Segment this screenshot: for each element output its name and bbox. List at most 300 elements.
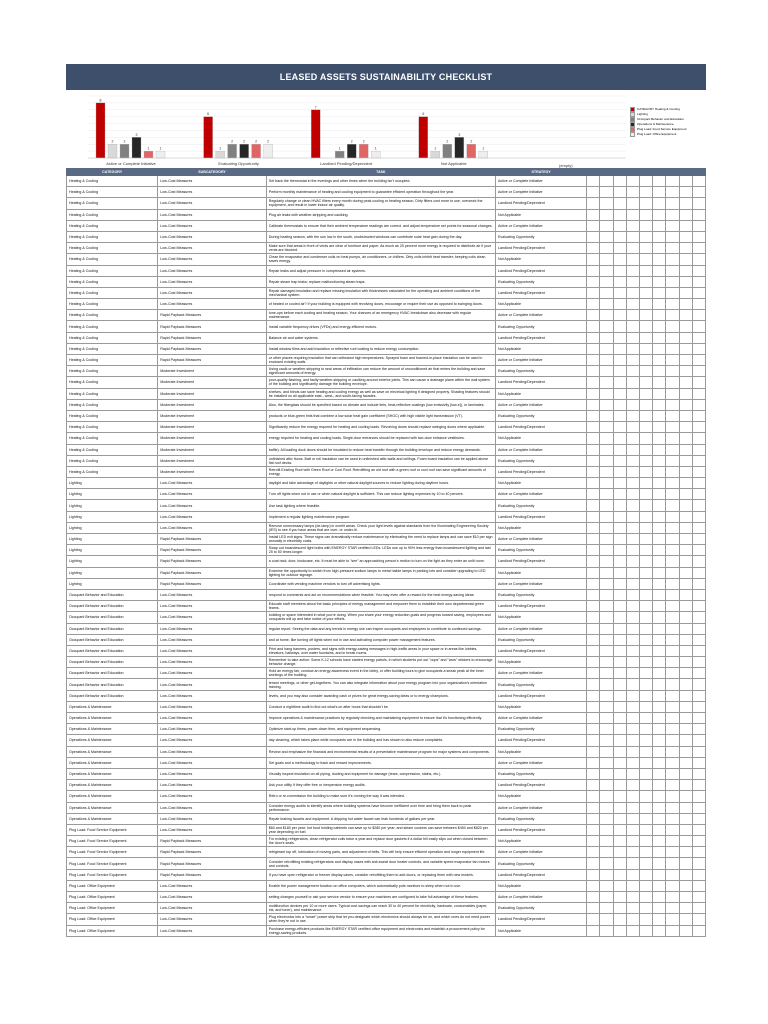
cell-task[interactable]: daylight and take advantage of daylights or other natural daylight sources to reduce lighting during daytime hours. — [266, 478, 495, 489]
cell-task[interactable]: Visually inspect insulation on all piping, ducting and equipment for damage (tears, compression, stains, etc.). — [266, 768, 495, 779]
empty-cell[interactable] — [679, 589, 692, 600]
empty-cell[interactable] — [639, 578, 652, 589]
empty-cell[interactable] — [666, 578, 679, 589]
cell-category[interactable]: Plug Load: Office Equipment — [67, 914, 158, 925]
empty-cell[interactable] — [692, 567, 705, 578]
empty-cell[interactable] — [679, 511, 692, 522]
empty-cell[interactable] — [600, 243, 613, 254]
cell-subcategory[interactable]: Low-Cost Measures — [158, 701, 267, 712]
cell-category[interactable]: Heating & Cooling — [67, 399, 158, 410]
empty-cell[interactable] — [692, 623, 705, 634]
cell-task[interactable]: Balance air and water systems. — [266, 332, 495, 343]
empty-cell[interactable] — [626, 623, 639, 634]
empty-cell[interactable] — [600, 511, 613, 522]
empty-cell[interactable] — [587, 176, 600, 187]
empty-cell[interactable] — [666, 925, 679, 936]
empty-cell[interactable] — [626, 522, 639, 533]
empty-cell[interactable] — [626, 511, 639, 522]
empty-cell[interactable] — [600, 276, 613, 287]
cell-task[interactable]: multifunction devices per 10 or more users. Typical cost savings can reach 30 to 40 percent for electricity, hardware, consumables (paper, ink, and toner), and maintenance. — [266, 903, 495, 914]
empty-cell[interactable] — [679, 433, 692, 444]
empty-cell[interactable] — [626, 444, 639, 455]
empty-cell[interactable] — [679, 768, 692, 779]
empty-cell[interactable] — [613, 791, 626, 802]
empty-cell[interactable] — [587, 455, 600, 466]
empty-cell[interactable] — [692, 858, 705, 869]
cell-subcategory[interactable]: Low-Cost Measures — [158, 713, 267, 724]
empty-cell[interactable] — [600, 366, 613, 377]
empty-cell[interactable] — [600, 713, 613, 724]
empty-cell[interactable] — [653, 892, 666, 903]
empty-cell[interactable] — [600, 813, 613, 824]
cell-subcategory[interactable]: Rapid Payback Measures — [158, 355, 267, 366]
cell-category[interactable]: Plug Load: Food Service Equipment — [67, 847, 158, 858]
empty-cell[interactable] — [666, 534, 679, 545]
empty-cell[interactable] — [666, 310, 679, 321]
empty-cell[interactable] — [626, 276, 639, 287]
empty-cell[interactable] — [639, 813, 652, 824]
cell-strategy[interactable]: Evaluating Opportunity — [496, 858, 587, 869]
cell-subcategory[interactable]: Rapid Payback Measures — [158, 847, 267, 858]
empty-cell[interactable] — [600, 824, 613, 835]
empty-cell[interactable] — [666, 735, 679, 746]
empty-cell[interactable] — [613, 903, 626, 914]
empty-cell[interactable] — [653, 634, 666, 645]
cell-category[interactable]: Heating & Cooling — [67, 466, 158, 477]
cell-subcategory[interactable]: Low-Cost Measures — [158, 735, 267, 746]
empty-cell[interactable] — [613, 578, 626, 589]
empty-cell[interactable] — [613, 746, 626, 757]
empty-cell[interactable] — [653, 701, 666, 712]
empty-cell[interactable] — [600, 343, 613, 354]
empty-cell[interactable] — [692, 746, 705, 757]
cell-category[interactable]: Operations & Maintenance — [67, 791, 158, 802]
empty-cell[interactable] — [600, 847, 613, 858]
empty-cell[interactable] — [613, 422, 626, 433]
empty-cell[interactable] — [639, 366, 652, 377]
cell-category[interactable]: Heating & Cooling — [67, 444, 158, 455]
empty-cell[interactable] — [587, 466, 600, 477]
empty-cell[interactable] — [653, 310, 666, 321]
empty-cell[interactable] — [666, 813, 679, 824]
empty-cell[interactable] — [587, 556, 600, 567]
cell-category[interactable]: Operations & Maintenance — [67, 768, 158, 779]
cell-subcategory[interactable]: Low-Cost Measures — [158, 768, 267, 779]
empty-cell[interactable] — [666, 366, 679, 377]
empty-cell[interactable] — [613, 589, 626, 600]
empty-cell[interactable] — [626, 589, 639, 600]
cell-subcategory[interactable]: Low-Cost Measures — [158, 824, 267, 835]
cell-task[interactable]: Remember to take action: Some K-12 schools have started energy patrols, in which students put out "oops" and "wow" stickers to encourage behavior change. — [266, 657, 495, 668]
empty-cell[interactable] — [639, 433, 652, 444]
empty-cell[interactable] — [692, 209, 705, 220]
empty-cell[interactable] — [679, 176, 692, 187]
empty-cell[interactable] — [587, 578, 600, 589]
empty-cell[interactable] — [692, 287, 705, 298]
cell-strategy[interactable]: Not Applicable — [496, 746, 587, 757]
empty-cell[interactable] — [587, 880, 600, 891]
cell-category[interactable]: Heating & Cooling — [67, 422, 158, 433]
empty-cell[interactable] — [613, 847, 626, 858]
empty-cell[interactable] — [692, 422, 705, 433]
cell-subcategory[interactable]: Rapid Payback Measures — [158, 321, 267, 332]
cell-task[interactable]: Coordinate with vending machine vendors to turn off advertising lights. — [266, 578, 495, 589]
empty-cell[interactable] — [587, 746, 600, 757]
empty-cell[interactable] — [653, 601, 666, 612]
cell-task[interactable]: Regularly change or clean HVAC filters every month during peak cooling or heating season. Dirty filters cost more to use, overwork the equipment, and result in lower indoor air quality. — [266, 198, 495, 209]
empty-cell[interactable] — [679, 634, 692, 645]
empty-cell[interactable] — [666, 701, 679, 712]
empty-cell[interactable] — [600, 220, 613, 231]
cell-subcategory[interactable]: Low-Cost Measures — [158, 802, 267, 813]
cell-subcategory[interactable]: Low-Cost Measures — [158, 601, 267, 612]
empty-cell[interactable] — [692, 176, 705, 187]
empty-cell[interactable] — [666, 500, 679, 511]
empty-cell[interactable] — [626, 780, 639, 791]
empty-cell[interactable] — [679, 299, 692, 310]
empty-cell[interactable] — [613, 310, 626, 321]
cell-subcategory[interactable]: Moderate Investment — [158, 466, 267, 477]
empty-cell[interactable] — [600, 545, 613, 556]
cell-subcategory[interactable]: Low-Cost Measures — [158, 254, 267, 265]
cell-strategy[interactable]: Landlord Pending/Dependent — [496, 824, 587, 835]
empty-cell[interactable] — [600, 478, 613, 489]
empty-cell[interactable] — [613, 634, 626, 645]
empty-cell[interactable] — [600, 388, 613, 399]
empty-cell[interactable] — [639, 265, 652, 276]
empty-cell[interactable] — [679, 399, 692, 410]
empty-cell[interactable] — [679, 880, 692, 891]
empty-cell[interactable] — [666, 880, 679, 891]
cell-strategy[interactable]: Active or Complete Initiative — [496, 399, 587, 410]
cell-task[interactable]: For existing refrigerators, clean refrigerator coils twice a year and replace door gaskets if a dollar bill easily slips out when closed between the door's seals. — [266, 836, 495, 847]
empty-cell[interactable] — [653, 321, 666, 332]
empty-cell[interactable] — [626, 243, 639, 254]
empty-cell[interactable] — [653, 377, 666, 388]
cell-subcategory[interactable]: Rapid Payback Measures — [158, 567, 267, 578]
cell-subcategory[interactable]: Low-Cost Measures — [158, 198, 267, 209]
empty-cell[interactable] — [639, 858, 652, 869]
empty-cell[interactable] — [666, 903, 679, 914]
empty-cell[interactable] — [587, 545, 600, 556]
cell-strategy[interactable]: Landlord Pending/Dependent — [496, 780, 587, 791]
empty-cell[interactable] — [653, 220, 666, 231]
empty-cell[interactable] — [639, 231, 652, 242]
cell-task[interactable]: unfinished attic floors. Batt or roll insulation can be used in unfinished attic walls and ceilings. Foam board insulation can be applied above flat roof decks. — [266, 455, 495, 466]
empty-cell[interactable] — [679, 254, 692, 265]
empty-cell[interactable] — [679, 287, 692, 298]
cell-subcategory[interactable]: Low-Cost Measures — [158, 880, 267, 891]
empty-cell[interactable] — [639, 690, 652, 701]
cell-strategy[interactable]: Active or Complete Initiative — [496, 444, 587, 455]
empty-cell[interactable] — [653, 847, 666, 858]
empty-cell[interactable] — [613, 925, 626, 936]
empty-cell[interactable] — [653, 243, 666, 254]
empty-cell[interactable] — [666, 478, 679, 489]
empty-cell[interactable] — [666, 690, 679, 701]
empty-cell[interactable] — [653, 355, 666, 366]
empty-cell[interactable] — [692, 869, 705, 880]
empty-cell[interactable] — [692, 254, 705, 265]
empty-cell[interactable] — [587, 332, 600, 343]
empty-cell[interactable] — [692, 601, 705, 612]
empty-cell[interactable] — [639, 332, 652, 343]
cell-category[interactable]: Lighting — [67, 534, 158, 545]
empty-cell[interactable] — [666, 713, 679, 724]
empty-cell[interactable] — [653, 567, 666, 578]
empty-cell[interactable] — [626, 869, 639, 880]
empty-cell[interactable] — [666, 892, 679, 903]
cell-strategy[interactable]: Not Applicable — [496, 836, 587, 847]
empty-cell[interactable] — [666, 824, 679, 835]
cell-strategy[interactable]: Active or Complete Initiative — [496, 847, 587, 858]
cell-strategy[interactable]: Not Applicable — [496, 701, 587, 712]
empty-cell[interactable] — [639, 243, 652, 254]
empty-cell[interactable] — [653, 903, 666, 914]
empty-cell[interactable] — [639, 701, 652, 712]
cell-task[interactable]: Calibrate thermostats to ensure that their ambient temperature readings are correct, and adjust temperature set points for seasonal changes. — [266, 220, 495, 231]
cell-subcategory[interactable]: Low-Cost Measures — [158, 903, 267, 914]
empty-cell[interactable] — [692, 399, 705, 410]
empty-cell[interactable] — [653, 824, 666, 835]
empty-cell[interactable] — [653, 880, 666, 891]
cell-subcategory[interactable]: Low-Cost Measures — [158, 489, 267, 500]
empty-cell[interactable] — [639, 679, 652, 690]
empty-cell[interactable] — [600, 634, 613, 645]
empty-cell[interactable] — [653, 690, 666, 701]
empty-cell[interactable] — [600, 332, 613, 343]
cell-strategy[interactable]: Not Applicable — [496, 478, 587, 489]
empty-cell[interactable] — [587, 220, 600, 231]
empty-cell[interactable] — [692, 355, 705, 366]
empty-cell[interactable] — [692, 433, 705, 444]
empty-cell[interactable] — [679, 265, 692, 276]
cell-subcategory[interactable]: Low-Cost Measures — [158, 645, 267, 656]
cell-task[interactable]: Plug air leaks with weather-stripping and caulking. — [266, 209, 495, 220]
empty-cell[interactable] — [587, 589, 600, 600]
empty-cell[interactable] — [587, 925, 600, 936]
empty-cell[interactable] — [653, 869, 666, 880]
cell-strategy[interactable]: Landlord Pending/Dependent — [496, 735, 587, 746]
empty-cell[interactable] — [639, 444, 652, 455]
empty-cell[interactable] — [613, 914, 626, 925]
cell-strategy[interactable]: Evaluating Opportunity — [496, 813, 587, 824]
empty-cell[interactable] — [666, 265, 679, 276]
empty-cell[interactable] — [626, 724, 639, 735]
empty-cell[interactable] — [666, 187, 679, 198]
cell-task[interactable]: Significantly reduce the energy required for heating and cooling loads. Revolving doors should replace swinging doors where applicable. — [266, 422, 495, 433]
empty-cell[interactable] — [613, 880, 626, 891]
empty-cell[interactable] — [666, 914, 679, 925]
empty-cell[interactable] — [679, 466, 692, 477]
empty-cell[interactable] — [679, 366, 692, 377]
cell-subcategory[interactable]: Low-Cost Measures — [158, 287, 267, 298]
cell-strategy[interactable]: Evaluating Opportunity — [496, 231, 587, 242]
empty-cell[interactable] — [692, 634, 705, 645]
empty-cell[interactable] — [639, 836, 652, 847]
empty-cell[interactable] — [666, 757, 679, 768]
empty-cell[interactable] — [587, 567, 600, 578]
empty-cell[interactable] — [692, 556, 705, 567]
empty-cell[interactable] — [666, 176, 679, 187]
empty-cell[interactable] — [587, 444, 600, 455]
empty-cell[interactable] — [600, 914, 613, 925]
empty-cell[interactable] — [639, 589, 652, 600]
empty-cell[interactable] — [600, 444, 613, 455]
empty-cell[interactable] — [626, 880, 639, 891]
empty-cell[interactable] — [613, 657, 626, 668]
cell-strategy[interactable]: Evaluating Opportunity — [496, 410, 587, 421]
empty-cell[interactable] — [600, 500, 613, 511]
empty-cell[interactable] — [587, 802, 600, 813]
cell-category[interactable]: Occupant Behavior and Education — [67, 657, 158, 668]
empty-cell[interactable] — [679, 892, 692, 903]
cell-strategy[interactable]: Landlord Pending/Dependent — [496, 422, 587, 433]
empty-cell[interactable] — [692, 903, 705, 914]
empty-cell[interactable] — [692, 511, 705, 522]
empty-cell[interactable] — [600, 791, 613, 802]
empty-cell[interactable] — [692, 522, 705, 533]
empty-cell[interactable] — [626, 500, 639, 511]
cell-subcategory[interactable]: Low-Cost Measures — [158, 679, 267, 690]
cell-task[interactable]: day cleaning, which takes place while occupants are in the building and has shown to also reduce complaints. — [266, 735, 495, 746]
empty-cell[interactable] — [613, 299, 626, 310]
empty-cell[interactable] — [692, 791, 705, 802]
empty-cell[interactable] — [692, 478, 705, 489]
empty-cell[interactable] — [692, 589, 705, 600]
empty-cell[interactable] — [613, 735, 626, 746]
cell-task[interactable]: products or blue-green tints that combine a low solar heat gain coefficient (SHGC) with high visible light transmission (VT). — [266, 410, 495, 421]
empty-cell[interactable] — [613, 858, 626, 869]
empty-cell[interactable] — [626, 824, 639, 835]
empty-cell[interactable] — [666, 724, 679, 735]
cell-task[interactable]: tune-ups before each cooling and heating season. Your chances of an emergency HVAC breakdown also decrease with regular maintenance. — [266, 310, 495, 321]
empty-cell[interactable] — [587, 366, 600, 377]
empty-cell[interactable] — [679, 567, 692, 578]
cell-task[interactable]: and at home, like turning off lights when not in use and activating computer power management features. — [266, 634, 495, 645]
cell-subcategory[interactable]: Moderate Investment — [158, 377, 267, 388]
empty-cell[interactable] — [626, 478, 639, 489]
cell-subcategory[interactable]: Low-Cost Measures — [158, 757, 267, 768]
empty-cell[interactable] — [613, 410, 626, 421]
cell-category[interactable]: Heating & Cooling — [67, 254, 158, 265]
empty-cell[interactable] — [692, 265, 705, 276]
cell-subcategory[interactable]: Rapid Payback Measures — [158, 869, 267, 880]
empty-cell[interactable] — [653, 433, 666, 444]
empty-cell[interactable] — [653, 713, 666, 724]
empty-cell[interactable] — [639, 299, 652, 310]
empty-cell[interactable] — [639, 399, 652, 410]
cell-subcategory[interactable]: Low-Cost Measures — [158, 690, 267, 701]
cell-category[interactable]: Lighting — [67, 500, 158, 511]
empty-cell[interactable] — [613, 265, 626, 276]
empty-cell[interactable] — [679, 534, 692, 545]
empty-cell[interactable] — [626, 343, 639, 354]
empty-cell[interactable] — [653, 511, 666, 522]
cell-task[interactable]: Consider energy audits to identify areas where building systems have become inefficient over time and bring them back to peak performance. — [266, 802, 495, 813]
empty-cell[interactable] — [613, 701, 626, 712]
empty-cell[interactable] — [692, 925, 705, 936]
empty-cell[interactable] — [666, 556, 679, 567]
empty-cell[interactable] — [666, 836, 679, 847]
empty-cell[interactable] — [679, 410, 692, 421]
cell-subcategory[interactable]: Moderate Investment — [158, 455, 267, 466]
cell-subcategory[interactable]: Low-Cost Measures — [158, 522, 267, 533]
cell-subcategory[interactable]: Rapid Payback Measures — [158, 310, 267, 321]
empty-cell[interactable] — [626, 545, 639, 556]
empty-cell[interactable] — [587, 410, 600, 421]
empty-cell[interactable] — [613, 466, 626, 477]
cell-task[interactable]: Implement a regular lighting maintenance program. — [266, 511, 495, 522]
cell-subcategory[interactable]: Low-Cost Measures — [158, 589, 267, 600]
empty-cell[interactable] — [626, 321, 639, 332]
cell-task[interactable]: levels, and you may also consider awarding cash or prizes for great energy-saving ideas or to energy champions. — [266, 690, 495, 701]
empty-cell[interactable] — [639, 869, 652, 880]
empty-cell[interactable] — [600, 310, 613, 321]
empty-cell[interactable] — [679, 209, 692, 220]
cell-strategy[interactable]: Active or Complete Initiative — [496, 355, 587, 366]
empty-cell[interactable] — [613, 768, 626, 779]
empty-cell[interactable] — [653, 422, 666, 433]
cell-task[interactable]: Improve operations & maintenance practices by regularly checking and maintaining equipment to ensure that it's functioning efficiently. — [266, 713, 495, 724]
empty-cell[interactable] — [626, 299, 639, 310]
cell-task[interactable]: building or space interested in what you're doing. When you share your energy reduction goals and progress toward saving, employees and occupants will up and take notice of your efforts. — [266, 612, 495, 623]
empty-cell[interactable] — [653, 466, 666, 477]
empty-cell[interactable] — [626, 668, 639, 679]
empty-cell[interactable] — [653, 791, 666, 802]
empty-cell[interactable] — [692, 701, 705, 712]
empty-cell[interactable] — [679, 746, 692, 757]
empty-cell[interactable] — [679, 377, 692, 388]
empty-cell[interactable] — [613, 724, 626, 735]
cell-category[interactable]: Occupant Behavior and Education — [67, 645, 158, 656]
empty-cell[interactable] — [600, 836, 613, 847]
empty-cell[interactable] — [587, 399, 600, 410]
empty-cell[interactable] — [587, 601, 600, 612]
cell-task[interactable]: During heating season, with the sun low in the south, unobstructed windows can contribute solar heat gain during the day. — [266, 231, 495, 242]
cell-task[interactable]: Set goals and a methodology to track and reward improvements. — [266, 757, 495, 768]
empty-cell[interactable] — [587, 243, 600, 254]
cell-task[interactable]: Retrofit Existing Roof with Green Roof or Cool Roof. Retrofitting an old roof with a green roof or cool roof can save significant amounts of energy. — [266, 466, 495, 477]
empty-cell[interactable] — [613, 668, 626, 679]
cell-category[interactable]: Heating & Cooling — [67, 366, 158, 377]
empty-cell[interactable] — [679, 724, 692, 735]
empty-cell[interactable] — [666, 466, 679, 477]
empty-cell[interactable] — [587, 522, 600, 533]
empty-cell[interactable] — [639, 914, 652, 925]
empty-cell[interactable] — [653, 556, 666, 567]
empty-cell[interactable] — [679, 243, 692, 254]
empty-cell[interactable] — [639, 925, 652, 936]
cell-task[interactable]: Purchase energy-efficient products like ENERGY STAR certified office equipment and electronics and establish a procurement policy for energy-saving products. — [266, 925, 495, 936]
empty-cell[interactable] — [692, 534, 705, 545]
empty-cell[interactable] — [653, 265, 666, 276]
empty-cell[interactable] — [587, 813, 600, 824]
empty-cell[interactable] — [692, 780, 705, 791]
empty-cell[interactable] — [626, 768, 639, 779]
empty-cell[interactable] — [600, 466, 613, 477]
empty-cell[interactable] — [587, 623, 600, 634]
cell-strategy[interactable]: Evaluating Opportunity — [496, 455, 587, 466]
cell-category[interactable]: Operations & Maintenance — [67, 701, 158, 712]
cell-task[interactable]: Install LED exit signs. These signs can dramatically reduce maintenance by eliminating the need to replace lamps and can save $10 per sign annually in electricity costs. — [266, 534, 495, 545]
empty-cell[interactable] — [626, 209, 639, 220]
cell-strategy[interactable]: Not Applicable — [496, 925, 587, 936]
cell-category[interactable]: Plug Load: Office Equipment — [67, 892, 158, 903]
empty-cell[interactable] — [692, 724, 705, 735]
empty-cell[interactable] — [679, 657, 692, 668]
empty-cell[interactable] — [587, 780, 600, 791]
